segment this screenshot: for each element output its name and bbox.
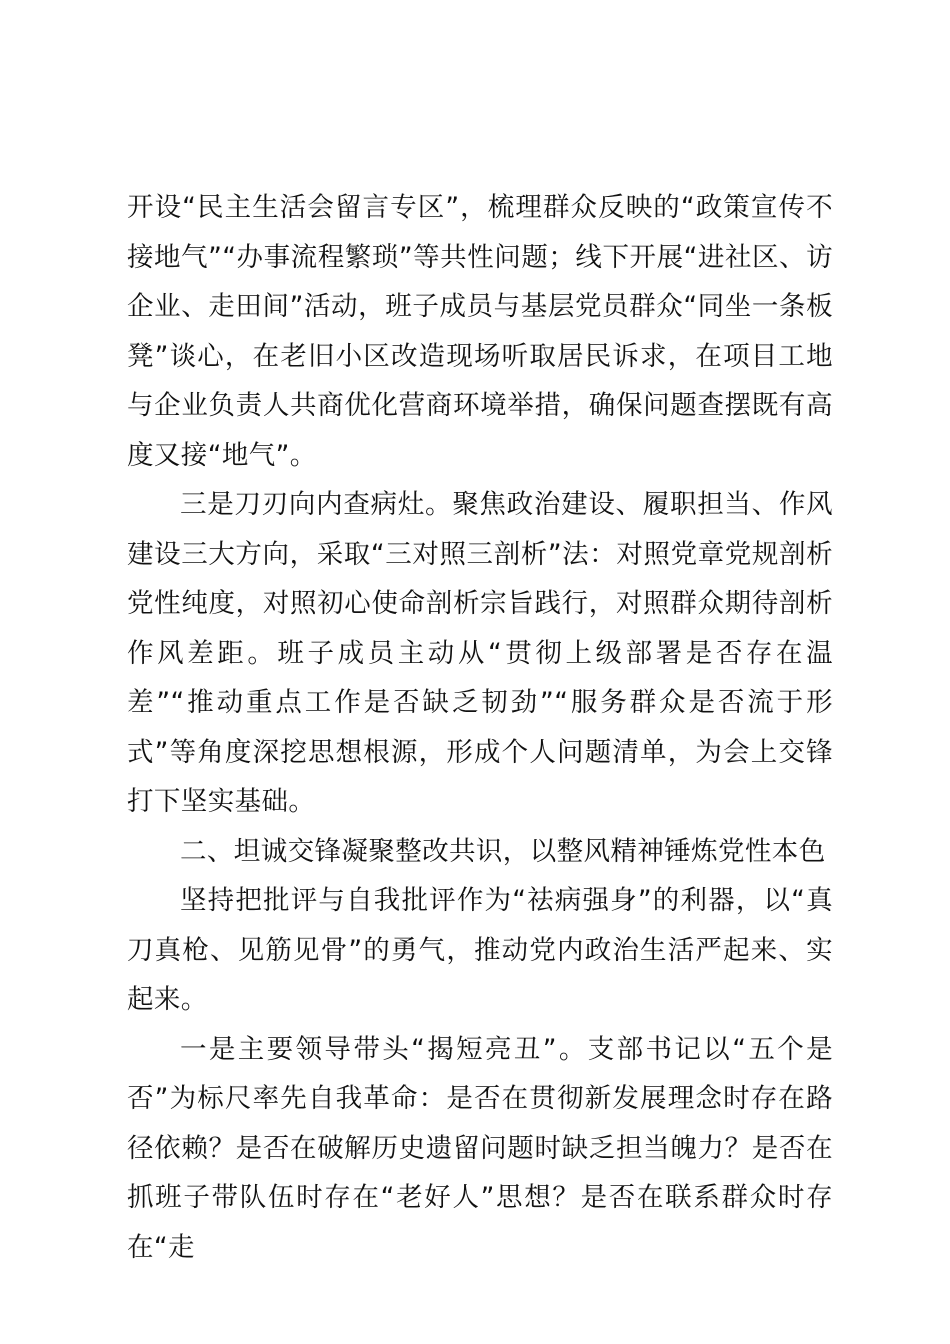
- paragraph-section-intro: 坚持把批评与自我批评作为“祛病强身”的利器，以“真刀真枪、见筋见骨”的勇气，推动党内政治生活严起来、实起来。: [127, 885, 833, 1015]
- paragraph-point-three: 三是刀刃向内查病灶。聚焦政治建设、履职担当、作风建设三大方向，采取“三对照三剖析”法：对照党章党规剖析党性纯度，对照初心使命剖析宗旨践行，对照群众期待剖析作风差距。班子成员主动从“贯彻上级部署是否存在温差”“推动重点工作是否缺乏韧劲”“服务群众是否流于形式”等角度深挖思想根源，形成个人问题清单，为会上交锋打下坚实基础。: [127, 489, 833, 817]
- paragraph-continuation: 开设“民主生活会留言专区”，梳理群众反映的“政策宣传不接地气”“办事流程繁琐”等共性问题；线下开展“进社区、访企业、走田间”活动，班子成员与基层党员群众“同坐一条板凳”谈心，在老旧小区改造现场听取居民诉求，在项目工地与企业负责人共商优化营商环境举措，确保问题查摆既有高度又接“地气”。: [127, 192, 833, 471]
- section-heading-two: 二、坦诚交锋凝聚整改共识，以整风精神锤炼党性本色: [180, 835, 826, 867]
- paragraph-point-one: 一是主要领导带头“揭短亮丑”。支部书记以“五个是否”为标尺率先自我革命：是否在贯彻新发展理念时存在路径依赖？是否在破解历史遗留问题时缺乏担当魄力？是否在抓班子带队伍时存在“老好人”思想？是否在联系群众时存在“走: [127, 1033, 833, 1263]
- document-body: [127, 183, 833, 1272]
